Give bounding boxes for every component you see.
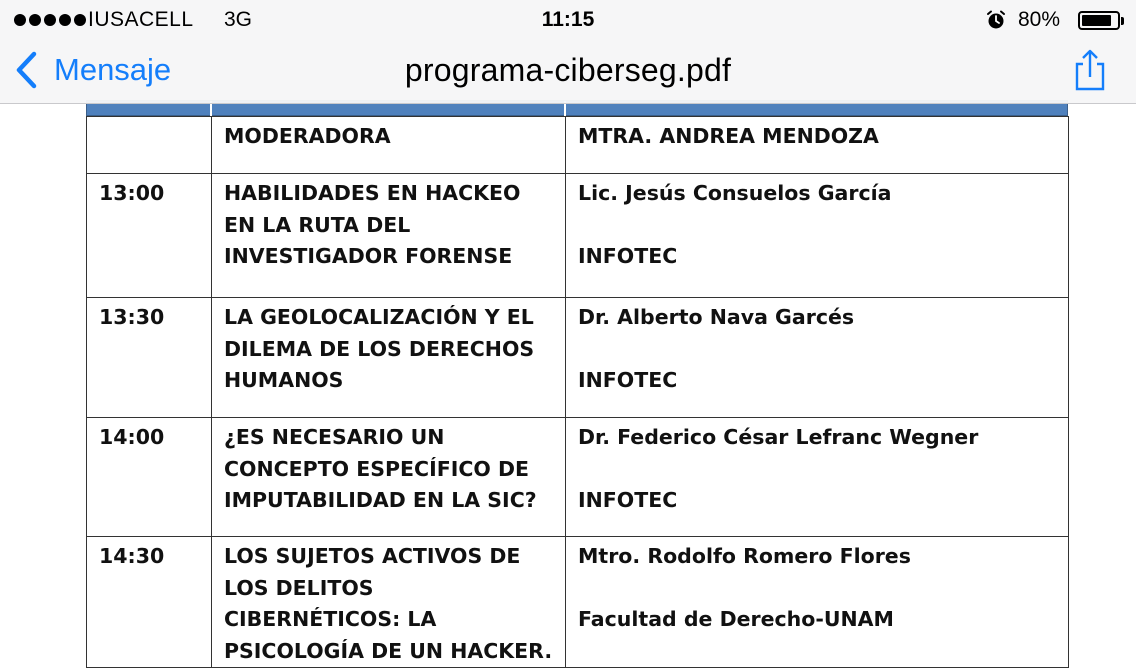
session-speaker-cell [566, 537, 1069, 668]
session-time: 13:00 [87, 174, 212, 298]
session-topic: HABILIDADES EN HACKEO EN LA RUTA DEL INVESTIGADOR FORENSE [212, 174, 566, 298]
back-button-label: Mensaje [54, 52, 172, 87]
speaker-institution: INFOTEC [578, 244, 678, 268]
session-speaker-cell [566, 418, 1069, 537]
table-row [87, 298, 1069, 418]
speaker-name: Lic. Jesús Consuelos García [578, 181, 892, 205]
session-time: 14:30 [87, 537, 212, 668]
speaker-institution: INFOTEC [578, 488, 678, 512]
carrier-name: IUSACELL [88, 8, 194, 31]
program-table [86, 116, 1069, 668]
session-topic: MODERADORA [212, 117, 566, 174]
speaker-name: MTRA. ANDREA MENDOZA [578, 124, 879, 148]
session-topic: LA GEOLOCALIZACIÓN Y EL DILEMA DE LOS DERECHOS HUMANOS [212, 298, 566, 418]
session-speaker-cell [566, 298, 1069, 418]
table-row [87, 117, 1069, 174]
session-topic: LOS SUJETOS ACTIVOS DE LOS DELITOS CIBERNÉTICOS: LA PSICOLOGÍA DE UN HACKER. [212, 537, 566, 668]
speaker-name: Dr. Alberto Nava Garcés [578, 305, 855, 329]
session-speaker-cell [566, 174, 1069, 298]
network-type: 3G [224, 8, 253, 31]
alarm-clock-icon [986, 10, 1006, 30]
speaker-name: Mtro. Rodolfo Romero Flores [578, 544, 911, 568]
speaker-institution: INFOTEC [578, 368, 678, 392]
session-time [87, 117, 212, 174]
session-speaker-cell [566, 117, 1069, 174]
battery-icon [1078, 11, 1120, 30]
share-icon[interactable] [1072, 48, 1108, 92]
session-time: 14:00 [87, 418, 212, 537]
navigation-bar [0, 0, 1136, 104]
battery-percentage: 80% [1018, 8, 1061, 31]
session-time: 13:30 [87, 298, 212, 418]
table-row [87, 174, 1069, 298]
clock: 11:15 [541, 8, 595, 31]
table-row [87, 418, 1069, 537]
speaker-name: Dr. Federico César Lefranc Wegner [578, 425, 979, 449]
speaker-institution: Facultad de Derecho-UNAM [578, 607, 894, 631]
document-title: programa-ciberseg.pdf [404, 52, 732, 88]
status-bar [0, 0, 1136, 40]
session-topic: ¿ES NECESARIO UN CONCEPTO ESPECÍFICO DE IMPUTABILIDAD EN LA SIC? [212, 418, 566, 537]
table-row [87, 537, 1069, 668]
